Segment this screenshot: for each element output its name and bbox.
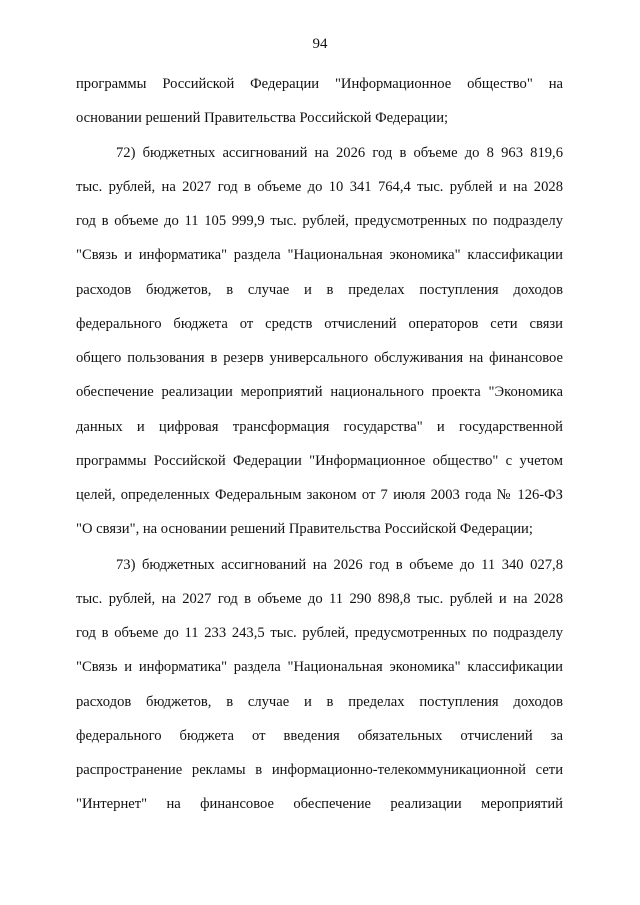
page-number: 94: [312, 36, 328, 52]
text-line: "О связи", на основании решений Правительства Российской Федерации;: [76, 521, 533, 537]
text-line: данных и цифровая трансформация государства" и государственной: [76, 419, 563, 435]
text-line: основании решений Правительства Российской Федерации;: [76, 110, 449, 126]
text-line: программы Российской Федерации "Информационное общество" на: [76, 76, 563, 92]
text-line: "Интернет" на финансовое обеспечение реализации мероприятий: [76, 796, 563, 812]
text-line: расходов бюджетов, в случае и в пределах поступления доходов: [76, 694, 563, 710]
text-line: тыс. рублей, на 2027 год в объеме до 11 290 898,8 тыс. рублей и на 2028: [76, 591, 563, 607]
text-line: "Связь и информатика" раздела "Национальная экономика" классификации: [76, 659, 563, 675]
text-line: федерального бюджета от введения обязательных отчислений за: [76, 728, 563, 744]
paragraph-72-first-line: 72) бюджетных ассигнований на 2026 год в объеме до 8 963 819,6: [116, 145, 563, 161]
text-line: год в объеме до 11 105 999,9 тыс. рублей, предусмотренных по подразделу: [76, 213, 563, 229]
text-line: федерального бюджета от средств отчислений операторов сети связи: [76, 316, 563, 332]
text-line: "Связь и информатика" раздела "Национальная экономика" классификации: [76, 247, 563, 263]
text-line: расходов бюджетов, в случае и в пределах поступления доходов: [76, 282, 563, 298]
text-line: целей, определенных Федеральным законом от 7 июля 2003 года № 126-ФЗ: [76, 487, 563, 503]
text-line: обеспечение реализации мероприятий национального проекта "Экономика: [76, 384, 563, 400]
text-line: тыс. рублей, на 2027 год в объеме до 10 341 764,4 тыс. рублей и на 2028: [76, 179, 563, 195]
text-line: общего пользования в резерв универсального обслуживания на финансовое: [76, 350, 563, 366]
text-line: год в объеме до 11 233 243,5 тыс. рублей, предусмотренных по подразделу: [76, 625, 563, 641]
text-line: программы Российской Федерации "Информационное общество" с учетом: [76, 453, 563, 469]
text-line: распространение рекламы в информационно-телекоммуникационной сети: [76, 762, 563, 778]
paragraph-73-first-line: 73) бюджетных ассигнований на 2026 год в объеме до 11 340 027,8: [116, 557, 563, 573]
